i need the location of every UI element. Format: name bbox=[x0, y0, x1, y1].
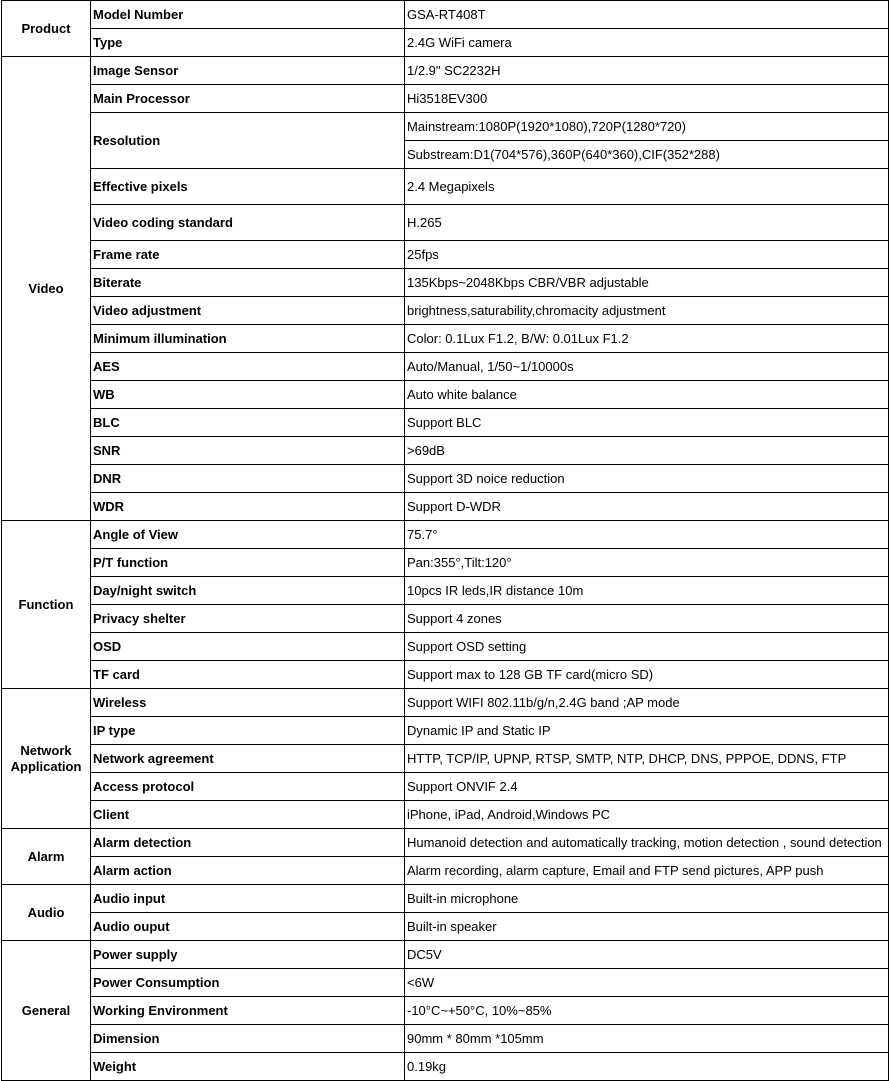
spec-value: Hi3518EV300 bbox=[405, 85, 889, 113]
spec-row bbox=[2, 689, 889, 717]
spec-label: Access protocol bbox=[91, 773, 405, 801]
spec-label: Angle of View bbox=[91, 521, 405, 549]
spec-row bbox=[2, 205, 889, 241]
spec-row bbox=[2, 549, 889, 577]
spec-label: Weight bbox=[91, 1053, 405, 1081]
spec-value: Support D-WDR bbox=[405, 493, 889, 521]
spec-value: Support max to 128 GB TF card(micro SD) bbox=[405, 661, 889, 689]
spec-value: Support BLC bbox=[405, 409, 889, 437]
spec-label: TF card bbox=[91, 661, 405, 689]
spec-value: HTTP, TCP/IP, UPNP, RTSP, SMTP, NTP, DHCP, DNS, PPPOE, DDNS, FTP bbox=[405, 745, 889, 773]
spec-label: Biterate bbox=[91, 269, 405, 297]
spec-group-function: Function bbox=[2, 521, 91, 689]
spec-row bbox=[2, 885, 889, 913]
spec-row bbox=[2, 773, 889, 801]
spec-row bbox=[2, 1053, 889, 1081]
spec-row bbox=[2, 493, 889, 521]
spec-row bbox=[2, 829, 889, 857]
spec-value: Support OSD setting bbox=[405, 633, 889, 661]
spec-value: 135Kbps~2048Kbps CBR/VBR adjustable bbox=[405, 269, 889, 297]
spec-value: 25fps bbox=[405, 241, 889, 269]
spec-label: Effective pixels bbox=[91, 169, 405, 205]
spec-row bbox=[2, 605, 889, 633]
spec-row bbox=[2, 717, 889, 745]
spec-value: Support WIFI 802.11b/g/n,2.4G band ;AP mode bbox=[405, 689, 889, 717]
spec-label: WB bbox=[91, 381, 405, 409]
spec-value: DC5V bbox=[405, 941, 889, 969]
spec-label: Video coding standard bbox=[91, 205, 405, 241]
spec-label: Type bbox=[91, 29, 405, 57]
spec-row bbox=[2, 857, 889, 885]
spec-table bbox=[1, 0, 889, 1081]
spec-row bbox=[2, 113, 889, 141]
spec-group-alarm: Alarm bbox=[2, 829, 91, 885]
spec-row bbox=[2, 745, 889, 773]
spec-label: Image Sensor bbox=[91, 57, 405, 85]
spec-label: WDR bbox=[91, 493, 405, 521]
spec-value: Auto white balance bbox=[405, 381, 889, 409]
spec-group-product: Product bbox=[2, 1, 91, 57]
spec-value: 1/2.9" SC2232H bbox=[405, 57, 889, 85]
spec-row bbox=[2, 297, 889, 325]
spec-row bbox=[2, 353, 889, 381]
spec-label: AES bbox=[91, 353, 405, 381]
spec-value: 75.7° bbox=[405, 521, 889, 549]
spec-value: Pan:355°,Tilt:120° bbox=[405, 549, 889, 577]
spec-value: Built-in microphone bbox=[405, 885, 889, 913]
spec-label: Working Environment bbox=[91, 997, 405, 1025]
spec-row bbox=[2, 381, 889, 409]
spec-label: Dimension bbox=[91, 1025, 405, 1053]
spec-value: Dynamic IP and Static IP bbox=[405, 717, 889, 745]
spec-row bbox=[2, 521, 889, 549]
spec-row bbox=[2, 325, 889, 353]
spec-value: Color: 0.1Lux F1.2, B/W: 0.01Lux F1.2 bbox=[405, 325, 889, 353]
spec-label: Client bbox=[91, 801, 405, 829]
spec-label: Model Number bbox=[91, 1, 405, 29]
spec-label: Alarm detection bbox=[91, 829, 405, 857]
spec-value: Support ONVIF 2.4 bbox=[405, 773, 889, 801]
spec-value: 2.4 Megapixels bbox=[405, 169, 889, 205]
spec-label: Audio ouput bbox=[91, 913, 405, 941]
spec-value: Built-in speaker bbox=[405, 913, 889, 941]
spec-label: SNR bbox=[91, 437, 405, 465]
spec-label: DNR bbox=[91, 465, 405, 493]
spec-value: Support 3D noice reduction bbox=[405, 465, 889, 493]
spec-label: P/T function bbox=[91, 549, 405, 577]
spec-value: <6W bbox=[405, 969, 889, 997]
spec-row bbox=[2, 969, 889, 997]
spec-label: Privacy shelter bbox=[91, 605, 405, 633]
spec-label: OSD bbox=[91, 633, 405, 661]
spec-label: Minimum illumination bbox=[91, 325, 405, 353]
spec-group-general: General bbox=[2, 941, 91, 1081]
spec-label: Wireless bbox=[91, 689, 405, 717]
spec-row bbox=[2, 1025, 889, 1053]
spec-value: 2.4G WiFi camera bbox=[405, 29, 889, 57]
spec-row bbox=[2, 409, 889, 437]
spec-value: 90mm * 80mm *105mm bbox=[405, 1025, 889, 1053]
spec-label: Video adjustment bbox=[91, 297, 405, 325]
spec-row bbox=[2, 269, 889, 297]
spec-value: Humanoid detection and automatically tracking, motion detection , sound detection bbox=[405, 829, 889, 857]
spec-label: Alarm action bbox=[91, 857, 405, 885]
spec-row bbox=[2, 57, 889, 85]
spec-label: Audio input bbox=[91, 885, 405, 913]
spec-value: Support 4 zones bbox=[405, 605, 889, 633]
spec-value: Mainstream:1080P(1920*1080),720P(1280*720) bbox=[405, 113, 889, 141]
spec-value: Substream:D1(704*576),360P(640*360),CIF(352*288) bbox=[405, 141, 889, 169]
spec-table-body bbox=[2, 1, 889, 1081]
spec-value: brightness,saturability,chromacity adjustment bbox=[405, 297, 889, 325]
spec-label: IP type bbox=[91, 717, 405, 745]
spec-label: Resolution bbox=[91, 113, 405, 169]
spec-label: Network agreement bbox=[91, 745, 405, 773]
spec-value: iPhone, iPad, Android,Windows PC bbox=[405, 801, 889, 829]
spec-group-video: Video bbox=[2, 57, 91, 521]
spec-label: Day/night switch bbox=[91, 577, 405, 605]
spec-label: BLC bbox=[91, 409, 405, 437]
spec-row bbox=[2, 801, 889, 829]
spec-value: >69dB bbox=[405, 437, 889, 465]
spec-label: Power Consumption bbox=[91, 969, 405, 997]
spec-row bbox=[2, 577, 889, 605]
spec-value: 10pcs IR leds,IR distance 10m bbox=[405, 577, 889, 605]
spec-value: -10°C~+50°C, 10%~85% bbox=[405, 997, 889, 1025]
spec-value: H.265 bbox=[405, 205, 889, 241]
spec-value: 0.19kg bbox=[405, 1053, 889, 1081]
spec-label: Main Processor bbox=[91, 85, 405, 113]
spec-row bbox=[2, 913, 889, 941]
spec-row bbox=[2, 169, 889, 205]
spec-row bbox=[2, 941, 889, 969]
spec-group-network-application: Network Application bbox=[2, 689, 91, 829]
spec-value: GSA-RT408T bbox=[405, 1, 889, 29]
spec-label: Power supply bbox=[91, 941, 405, 969]
spec-row bbox=[2, 85, 889, 113]
spec-row bbox=[2, 437, 889, 465]
spec-value: Auto/Manual, 1/50~1/10000s bbox=[405, 353, 889, 381]
spec-group-audio: Audio bbox=[2, 885, 91, 941]
spec-value: Alarm recording, alarm capture, Email and FTP send pictures, APP push bbox=[405, 857, 889, 885]
spec-row bbox=[2, 29, 889, 57]
spec-row bbox=[2, 997, 889, 1025]
spec-label: Frame rate bbox=[91, 241, 405, 269]
spec-row bbox=[2, 1, 889, 29]
spec-row bbox=[2, 465, 889, 493]
spec-row bbox=[2, 241, 889, 269]
spec-row bbox=[2, 633, 889, 661]
spec-row bbox=[2, 661, 889, 689]
